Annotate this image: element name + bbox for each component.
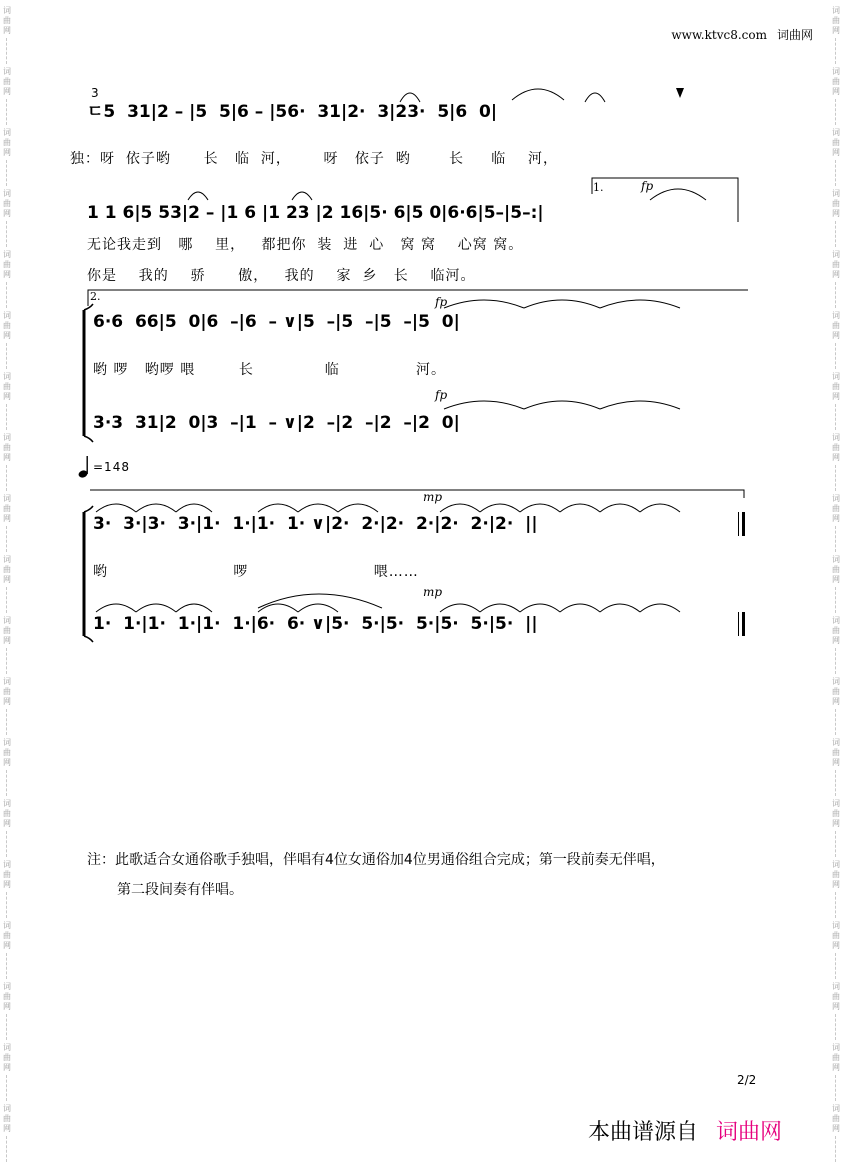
volta-1-label: 1.: [593, 181, 604, 194]
system2-notes: 1 1 6|5 53|2 – |1 6 |1 23 |2 16|5· 6|5 0|6·6|5–|5–:|: [87, 203, 544, 223]
system3-upper-notes: 6·6 66|5 0|6 –|6 – ∨|5 –|5 –|5 –|5 0|: [93, 312, 460, 332]
watermark-mark: 词 曲 网: [832, 433, 840, 462]
watermark-mark: 词 曲 网: [832, 1043, 840, 1072]
watermark-mark: 词 曲 网: [3, 6, 11, 35]
header-site-url: www.ktvc8.com: [671, 28, 767, 42]
watermark-mark: 词 曲 网: [3, 555, 11, 584]
footer-brand-link[interactable]: 词曲网: [716, 1120, 783, 1145]
watermark-mark: 词 曲 网: [832, 311, 840, 340]
watermark-mark: 词 曲 网: [3, 799, 11, 828]
watermark-mark: 词 曲 网: [3, 1104, 11, 1133]
system3-lyrics: 哟 啰 哟啰 喂 长 临 河。: [93, 362, 447, 378]
watermark-mark: 词 曲 网: [3, 1043, 11, 1072]
watermark-mark: 词 曲 网: [832, 677, 840, 706]
watermark-mark: 词 曲 网: [832, 982, 840, 1011]
watermark-mark: 词 曲 网: [3, 738, 11, 767]
system2-lyrics-verse1: 无论我走到 哪 里， 都把你 装 进 心 窝 窝 心窝 窝。: [87, 237, 524, 253]
watermark-mark: 词 曲 网: [3, 311, 11, 340]
system4-upper-notes: 3· 3·|3· 3·|1· 1·|1· 1· ∨|2· 2·|2· 2·|2· 2·|2· ||: [93, 514, 538, 534]
watermark-mark: 词 曲 网: [3, 189, 11, 218]
watermark-mark: 词 曲 网: [3, 616, 11, 645]
system3-lower-notes: 3·3 31|2 0|3 –|1 – ∨|2 –|2 –|2 –|2 0|: [93, 413, 460, 433]
watermark-mark: 词 曲 网: [3, 128, 11, 157]
dynamic-fp-3: fp: [435, 388, 448, 402]
watermark-mark: 词 曲 网: [832, 189, 840, 218]
system1-lyrics: 独：呀 依子哟 长 临 河， 呀 依子 哟 长 临 河，: [70, 151, 559, 167]
dynamic-fp-2: fp: [435, 295, 448, 309]
dynamic-mp-2: mp: [423, 585, 443, 599]
watermark-mark: 词 曲 网: [3, 860, 11, 889]
footer-source: [588, 1115, 782, 1146]
watermark-mark: 词 曲 网: [832, 616, 840, 645]
time-marker: 3: [91, 86, 99, 100]
watermark-mark: 词 曲 网: [832, 799, 840, 828]
watermark-mark: 词 曲 网: [832, 860, 840, 889]
watermark-mark: 词 曲 网: [3, 494, 11, 523]
system1-notes: ㄷ5 31|2 – |5 5|6 – |56· 31|2· 3|23· 5|6 0|: [87, 102, 498, 122]
watermark-mark: 词 曲 网: [832, 6, 840, 35]
system2-lyrics-verse2: 你是 我的 骄 傲， 我的 家 乡 长 临河。: [87, 268, 476, 284]
watermark-mark: 词 曲 网: [3, 921, 11, 950]
dynamic-mp-1: mp: [423, 490, 443, 504]
watermark-mark: 词 曲 网: [832, 921, 840, 950]
dynamic-fp-1: fp: [641, 179, 654, 193]
page-number: 2/2: [737, 1073, 757, 1087]
system4-lyrics: 哟 啰 喂……: [93, 564, 419, 580]
watermark-mark: 词 曲 网: [832, 738, 840, 767]
watermark-mark: 词 曲 网: [3, 982, 11, 1011]
watermark-mark: 词 曲 网: [3, 250, 11, 279]
watermark-mark: 词 曲 网: [832, 555, 840, 584]
watermark-mark: 词 曲 网: [3, 433, 11, 462]
header-site-name: 词曲网: [776, 28, 813, 42]
watermark-mark: 词 曲 网: [3, 677, 11, 706]
watermark-mark: 词 曲 网: [832, 494, 840, 523]
watermark-mark: 词 曲 网: [832, 1104, 840, 1133]
watermark-mark: 词 曲 网: [832, 372, 840, 401]
watermark-mark: 词 曲 网: [3, 67, 11, 96]
system4-lower-notes: 1· 1·|1· 1·|1· 1·|6· 6· ∨|5· 5·|5· 5·|5· 5·|5· ||: [93, 614, 538, 634]
note-line-2: 第二段间奏有伴唱。: [117, 882, 243, 898]
note-line-1: 注：此歌适合女通俗歌手独唱，伴唱有4位女通俗加4位男通俗组合完成；第一段前奏无伴唱，: [87, 852, 665, 868]
volta-2-label: 2.: [90, 290, 101, 303]
watermark-mark: 词 曲 网: [832, 67, 840, 96]
watermark-mark: 词 曲 网: [3, 372, 11, 401]
watermark-mark: 词 曲 网: [832, 250, 840, 279]
watermark-mark: 词 曲 网: [832, 128, 840, 157]
tempo-marking: =148: [93, 460, 130, 474]
footer-label: 本曲谱源自: [588, 1120, 699, 1145]
